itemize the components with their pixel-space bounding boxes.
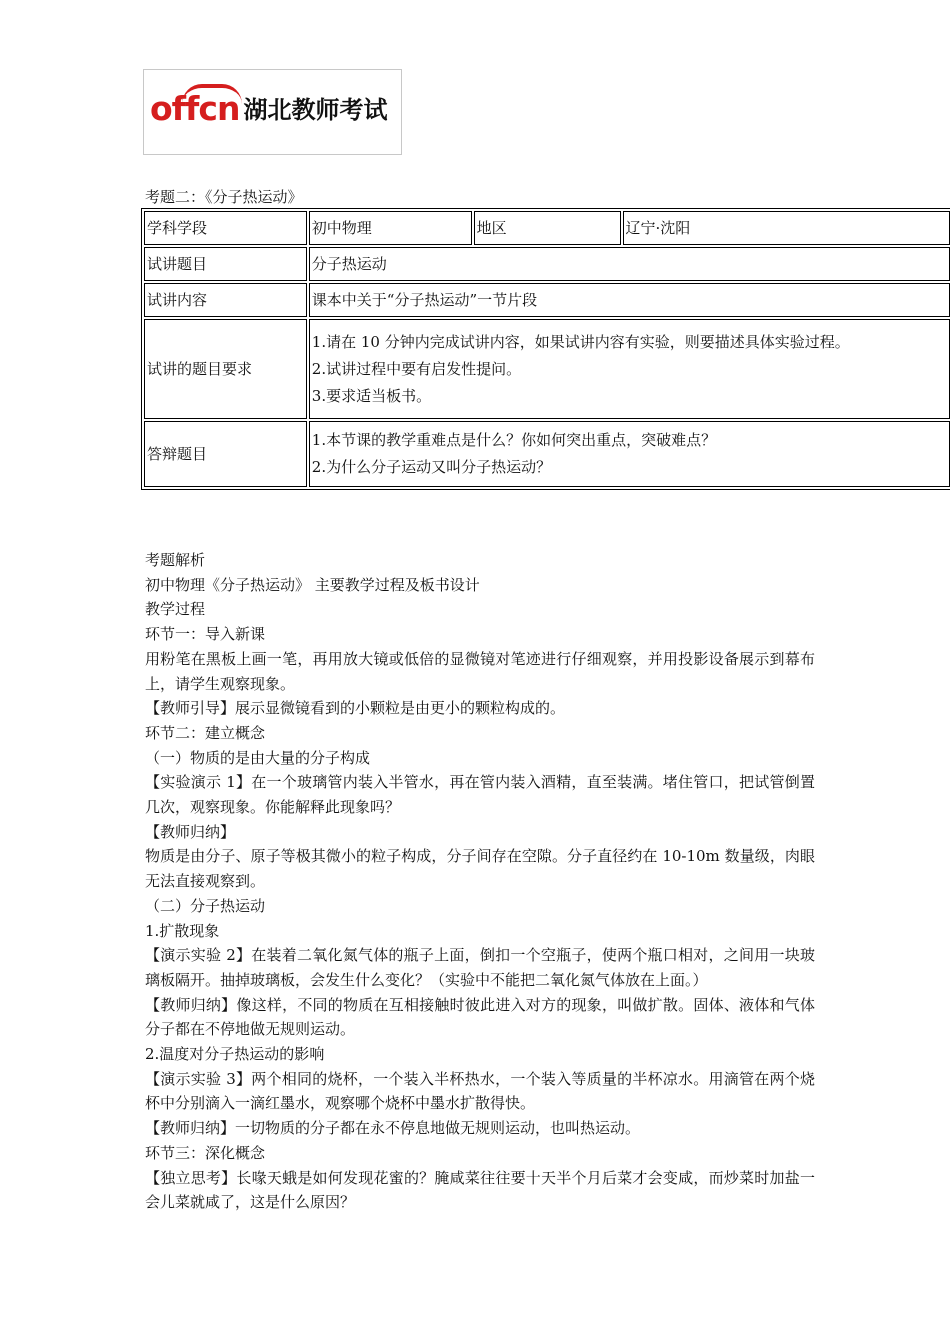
section-heading: （一）物质的是由大量的分子构成 <box>145 748 371 767</box>
paragraph: 用粉笔在黑板上画一笔，再用放大镜或低倍的显微镜对笔迹进行仔细观察，并用投影设备展示到幕布上，请学生观察现象。 <box>145 649 815 693</box>
paragraph: 【独立思考】长喙天蛾是如何发现花蜜的？腌咸菜往往要十天半个月后菜才会变咸，而炒菜时加盐一会儿菜就咸了，这是什么原因？ <box>145 1168 815 1212</box>
logo-swoosh-icon <box>182 84 242 104</box>
section-heading: 环节三：深化概念 <box>145 1143 266 1162</box>
table-cell: 辽宁·沈阳 <box>623 211 950 245</box>
table-cell: 试讲的题目要求 <box>144 319 307 419</box>
table-cell: 试讲内容 <box>144 283 307 317</box>
table-cell <box>309 319 950 419</box>
section-heading: 教学过程 <box>145 600 206 619</box>
table-cell: 地区 <box>474 211 621 245</box>
paragraph: 【教师归纳】 <box>145 822 236 841</box>
section-heading: 1.扩散现象 <box>145 921 220 940</box>
logo-brand: offcn <box>150 89 240 128</box>
paragraph: 【演示实验 2】在装着二氧化氮气体的瓶子上面，倒扣一个空瓶子，使两个瓶口相对，之间用一块玻璃板隔开。抽掉玻璃板，会发生什么变化？（实验中不能把二氧化氮气体放在上面。） <box>145 946 815 989</box>
defense-question-item: 1.本节课的教学重难点是什么？你如何突出重点，突破难点？ <box>311 431 717 449</box>
logo <box>143 69 402 155</box>
section-heading: 初中物理《分子热运动》 主要教学过程及板书设计 <box>145 575 480 594</box>
paragraph: 【演示实验 3】两个相同的烧杯，一个装入半杯热水，一个装入等质量的半杯凉水。用滴管在两个烧杯中分别滴入一滴红墨水，观察哪个烧杯中墨水扩散得快。 <box>145 1069 815 1113</box>
paragraph: 【实验演示 1】在一个玻璃管内装入半管水，再在管内装入酒精，直至装满。堵住管口，把试管倒置几次，观察现象。你能解释此现象吗？ <box>145 773 815 817</box>
table-row <box>144 283 950 317</box>
table-row <box>144 247 950 281</box>
section-heading: 环节一：导入新课 <box>145 625 266 644</box>
table-cell <box>309 421 950 487</box>
table-cell: 学科学段 <box>144 211 307 245</box>
analysis-body <box>145 548 815 1215</box>
paragraph: 【教师引导】展示显微镜看到的小颗粒是由更小的颗粒构成的。 <box>145 699 566 718</box>
table-cell: 课本中关于“分子热运动”一节片段 <box>309 283 950 317</box>
defense-question-item: 2.为什么分子运动又叫分子热运动？ <box>311 458 552 476</box>
section-heading: 2.温度对分子热运动的影响 <box>145 1045 325 1064</box>
requirement-item: 2.试讲过程中要有启发性提问。 <box>311 359 522 378</box>
table-cell: 分子热运动 <box>309 247 950 281</box>
table-row <box>144 319 950 419</box>
paragraph: 【教师归纳】像这样，不同的物质在互相接触时彼此进入对方的现象，叫做扩散。固体、液体和气体分子都在不停地做无规则运动。 <box>145 995 815 1039</box>
question-title: 考题二：《分子热运动》 <box>145 188 303 206</box>
logo-subtitle: 湖北教师考试 <box>243 96 388 125</box>
paragraph: 物质是由分子、原子等极其微小的粒子构成，分子间存在空隙。分子直径约在 10-10m 数量级，肉眼无法直接观察到。 <box>145 847 815 891</box>
table-cell: 答辩题目 <box>144 421 307 487</box>
section-heading: 环节二：建立概念 <box>145 723 266 742</box>
table-row <box>144 421 950 487</box>
info-table <box>141 208 950 490</box>
table-cell: 试讲题目 <box>144 247 307 281</box>
table-row <box>144 211 950 245</box>
requirement-item: 3.要求适当板书。 <box>311 386 432 405</box>
section-heading: 考题解析 <box>145 551 206 569</box>
requirement-item: 1.请在 10 分钟内完成试讲内容，如果试讲内容有实验，则要描述具体实验过程。 <box>311 332 850 351</box>
paragraph: 【教师归纳】一切物质的分子都在永不停息地做无规则运动，也叫热运动。 <box>145 1119 641 1138</box>
table-cell: 初中物理 <box>309 211 472 245</box>
section-heading: （二）分子热运动 <box>145 896 266 915</box>
